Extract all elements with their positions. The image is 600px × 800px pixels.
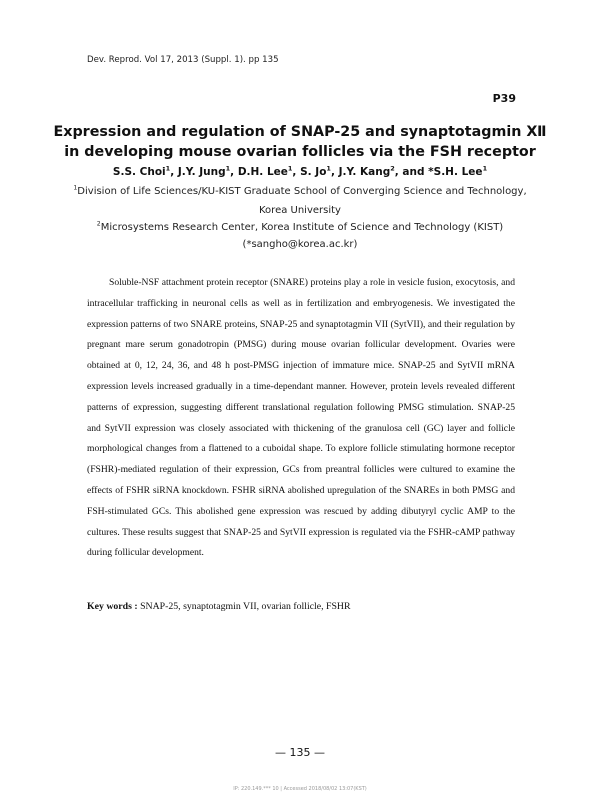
abstract-text: Soluble-NSF attachment protein receptor (SNARE) proteins play a role in vesicle fusion, exocytosis, and intracellular trafficking in neuronal cells as well as in fertilization and embryogenesis. We investigated the expression patterns of two SNARE proteins, SNAP-25 and synaptotagmin VII (SytVII), and their regulation by pregnant mare serum gonadotropin (PMSG) during mouse ovarian follicular development. Ovaries were obtained at 0, 12, 24, 36, and 48 h post-PMSG injection of immature mice. SNAP-25 and SytVII mRNA expression levels increased gradually in a time-dependant manner. However, protein levels revealed different patterns of expression, suggesting different translational regulation following PMSG stimulation. SNAP-25 and SytVII expression was closely associated with thickening of the granulosa cell (GC) layer and follicle morphological changes from a flattened to a cuboidal shape. To explore follicle stimulating hormone receptor (FSHR)-mediated regulation of their expression, GCs from preantral follicles were cultured to examine the effects of FSHR siRNA knockdown. FSHR siRNA abolished upregulation of the SNAREs in both PMSG and FSH-stimulated GCs. This abolished gene expression was rescued by adding dibutyryl cyclic AMP to the cultures. These results suggest that SNAP-25 and SytVII expression is regulated via the FSHR-cAMP pathway during follicular development.: [87, 277, 515, 559]
affiliation-1-line-2: Korea University: [259, 205, 341, 216]
affiliation-2: $^2$Microsystems Research Center, Korea Institute of Science and Technology (KIST): [96, 220, 504, 233]
corresponding-email: (*sangho@korea.ac.kr): [242, 239, 358, 250]
author-list: [0, 166, 600, 178]
keywords-label: Key words :: [87, 601, 138, 612]
author-2: J.Y. Jung$^1$,: [177, 164, 235, 178]
paper-title: [0, 122, 600, 162]
author-1: S.S. Choi$^1$,: [112, 164, 175, 178]
keywords: [87, 601, 351, 612]
access-watermark: IP: 220.149.*** 10 | Accessed 2018/08/02 13:07(KST): [233, 786, 367, 792]
title-line-2: in developing mouse ovarian follicles via the FSH receptor: [64, 144, 536, 160]
authors-and: and: [402, 166, 425, 178]
affiliation-1-line-1: $^1$Division of Life Sciences/KU-KIST Graduate School of Converging Science and Technology,: [73, 184, 527, 197]
abstract-body: [87, 273, 515, 564]
title-line-1: Expression and regulation of SNAP-25 and synaptotagmin Ⅻ: [53, 124, 547, 140]
journal-citation: Dev. Reprod. Vol 17, 2013 (Suppl. 1). pp 135: [87, 55, 279, 65]
author-5: J.Y. Kang$^2$,: [338, 164, 399, 178]
page-number: — 135 —: [275, 746, 325, 759]
author-6: *S.H. Lee$^1$: [428, 164, 488, 178]
keywords-text: SNAP-25, synaptotagmin VII, ovarian follicle, FSHR: [140, 601, 351, 612]
author-4: S. Jo$^1$,: [300, 164, 335, 178]
author-3: D.H. Lee$^1$,: [237, 164, 297, 178]
poster-id: P39: [492, 92, 516, 105]
